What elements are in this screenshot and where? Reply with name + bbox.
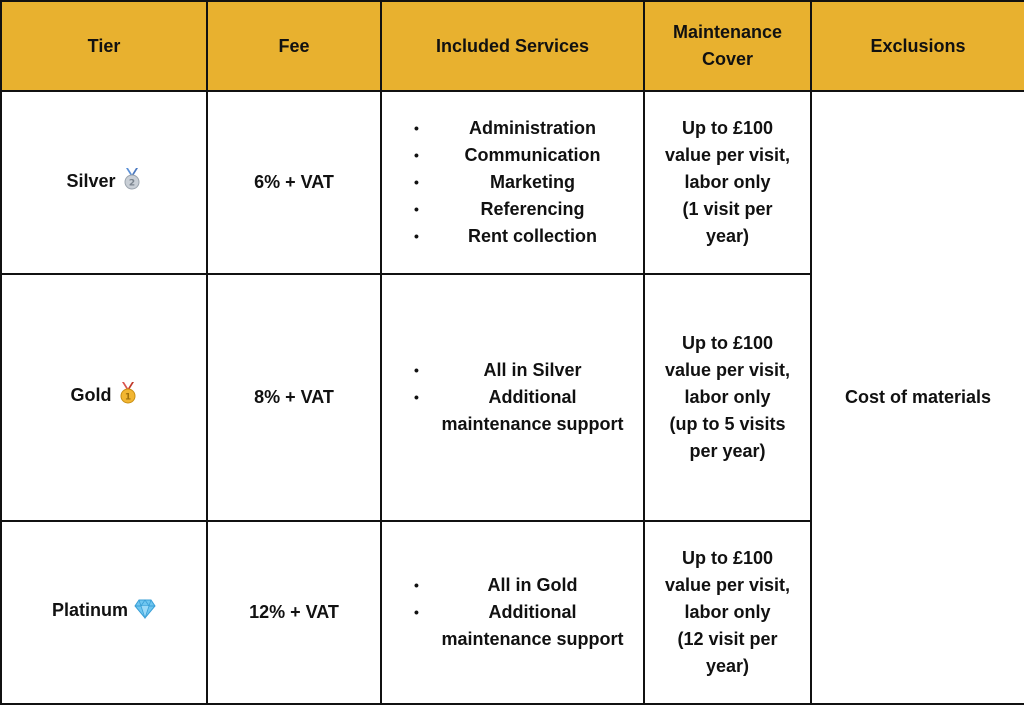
silver-medal-icon bbox=[122, 168, 142, 198]
list-item bbox=[388, 357, 637, 384]
list-item bbox=[388, 196, 637, 223]
table-row-silver bbox=[1, 91, 1024, 274]
header-exclusions: Exclusions bbox=[811, 1, 1024, 91]
bullet-icon: • bbox=[414, 361, 419, 378]
header-row bbox=[1, 1, 1024, 91]
bullet-icon: • bbox=[414, 228, 419, 245]
service-label: Administration bbox=[468, 118, 596, 139]
services-list bbox=[388, 115, 637, 250]
list-item bbox=[388, 169, 637, 196]
header-included-services: Included Services bbox=[381, 1, 644, 91]
tier-cell bbox=[1, 274, 207, 521]
exclusions-cell: Cost of materials bbox=[811, 91, 1024, 704]
list-item bbox=[388, 572, 637, 599]
services-list bbox=[388, 357, 637, 438]
service-label: All in Gold bbox=[487, 574, 578, 595]
svg-text:2: 2 bbox=[128, 178, 135, 189]
list-item bbox=[388, 223, 637, 250]
bullet-icon: • bbox=[414, 120, 419, 137]
tier-name: Platinum bbox=[51, 600, 128, 621]
maintenance-cell: Up to £100 value per visit, labor only (up to 5 visits per year) bbox=[644, 274, 811, 521]
service-label: Additional maintenance support bbox=[441, 601, 624, 649]
tier-cell bbox=[1, 91, 207, 274]
services-cell bbox=[381, 521, 644, 704]
maintenance-cell: Up to £100 value per visit, labor only (12 visit per year) bbox=[644, 521, 811, 704]
bullet-icon: • bbox=[414, 174, 419, 191]
list-item bbox=[388, 115, 637, 142]
header-maintenance-cover: Maintenance Cover bbox=[644, 1, 811, 91]
list-item bbox=[388, 384, 637, 438]
tier-cell bbox=[1, 521, 207, 704]
gold-medal-icon bbox=[118, 382, 138, 412]
service-label: Communication bbox=[464, 145, 601, 166]
service-label: Referencing bbox=[480, 199, 585, 220]
fee-cell: 6% + VAT bbox=[207, 91, 381, 274]
bullet-icon: • bbox=[414, 201, 419, 218]
maintenance-cell: Up to £100 value per visit, labor only (1 visit per year) bbox=[644, 91, 811, 274]
list-item bbox=[388, 142, 637, 169]
header-tier: Tier bbox=[1, 1, 207, 91]
bullet-icon: • bbox=[414, 576, 419, 593]
bullet-icon: • bbox=[414, 388, 419, 405]
service-label: Rent collection bbox=[467, 226, 597, 247]
diamond-icon bbox=[134, 599, 156, 627]
service-label: Additional maintenance support bbox=[441, 386, 624, 434]
services-cell bbox=[381, 91, 644, 274]
bullet-icon: • bbox=[414, 603, 419, 620]
fee-cell: 12% + VAT bbox=[207, 521, 381, 704]
services-cell bbox=[381, 274, 644, 521]
bullet-icon: • bbox=[414, 147, 419, 164]
services-list bbox=[388, 572, 637, 653]
tier-name: Gold bbox=[70, 385, 112, 406]
service-label: All in Silver bbox=[483, 359, 582, 380]
tier-name: Silver bbox=[66, 170, 116, 191]
header-fee: Fee bbox=[207, 1, 381, 91]
list-item bbox=[388, 599, 637, 653]
svg-text:1: 1 bbox=[124, 392, 131, 403]
fee-cell: 8% + VAT bbox=[207, 274, 381, 521]
service-label: Marketing bbox=[489, 172, 576, 193]
